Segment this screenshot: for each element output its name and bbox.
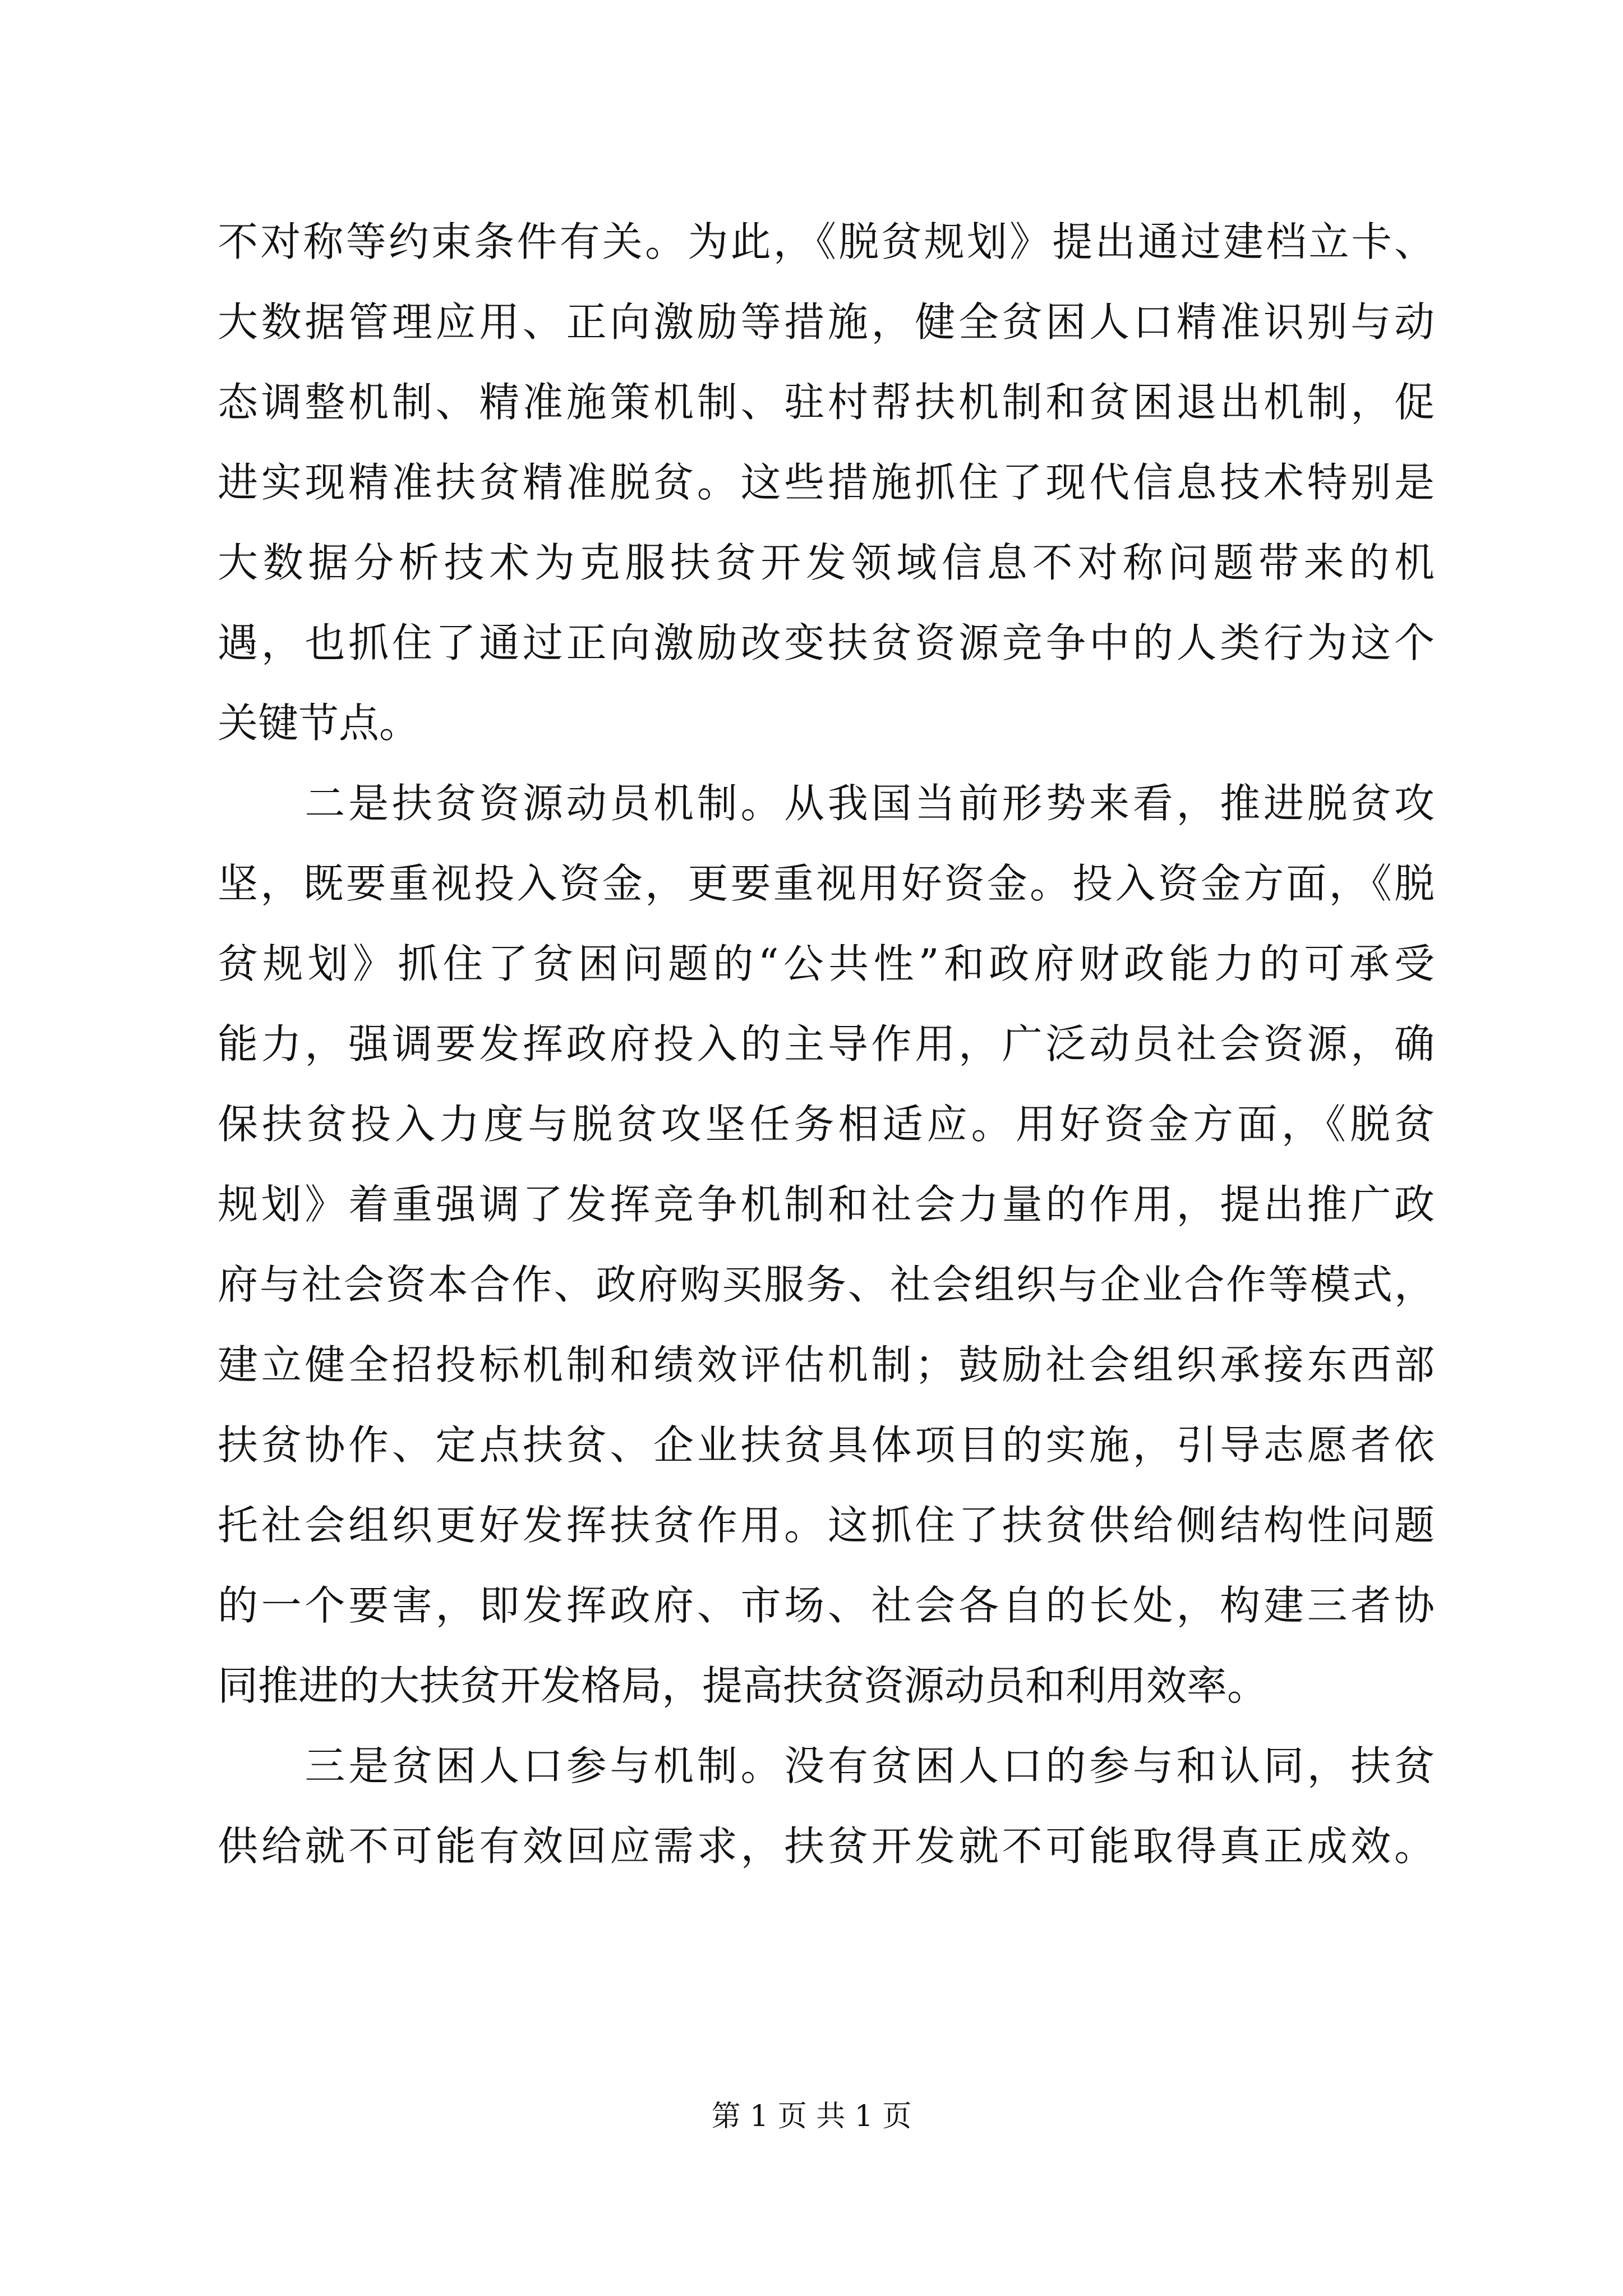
text-line: 的一个要害，即发挥政府、市场、社会各自的长处，构建三者协 — [218, 1582, 1435, 1629]
text-line: 建立健全招投标机制和绩效评估机制；鼓励社会组织承接东西部 — [218, 1341, 1435, 1388]
text-line: 保扶贫投入力度与脱贫攻坚任务相适应。用好资金方面，《脱贫 — [218, 1101, 1435, 1148]
text-line: 坚，既要重视投入资金，更要重视用好资金。投入资金方面，《脱 — [218, 860, 1435, 907]
text-line: 贫规划》抓住了贫困问题的“公共性”和政府财政能力的可承受 — [218, 940, 1435, 987]
text-line: 关键节点。 — [218, 700, 420, 747]
text-line: 同推进的大扶贫开发格局，提高扶贫资源动员和利用效率。 — [218, 1662, 1268, 1709]
text-line: 态调整机制、精准施策机制、驻村帮扶机制和贫困退出机制，促 — [218, 379, 1435, 426]
text-line: 托社会组织更好发挥扶贫作用。这抓住了扶贫供给侧结构性问题 — [218, 1502, 1435, 1549]
text-line: 府与社会资本合作、政府购买服务、社会组织与企业合作等模式， — [218, 1261, 1435, 1308]
text-line: 三是贫困人口参与机制。没有贫困人口的参与和认同，扶贫 — [218, 1742, 1435, 1789]
text-line: 能力，强调要发挥政府投入的主导作用，广泛动员社会资源，确 — [218, 1020, 1435, 1068]
text-line: 进实现精准扶贫精准脱贫。这些措施抓住了现代信息技术特别是 — [218, 459, 1435, 506]
text-line: 扶贫协作、定点扶贫、企业扶贫具体项目的实施，引导志愿者依 — [218, 1421, 1435, 1469]
page-footer: 第 1 页 共 1 页 — [711, 2100, 912, 2133]
text-line: 遇，也抓住了通过正向激励改变扶贫资源竞争中的人类行为这个 — [218, 619, 1435, 666]
text-line: 大数据分析技术为克服扶贫开发领域信息不对称问题带来的机 — [218, 539, 1435, 586]
text-line: 大数据管理应用、正向激励等措施，健全贫困人口精准识别与动 — [218, 298, 1435, 346]
text-line: 供给就不可能有效回应需求，扶贫开发就不可能取得真正成效。 — [218, 1823, 1435, 1870]
body-text — [218, 202, 1435, 1887]
text-line: 不对称等约束条件有关。为此，《脱贫规划》提出通过建档立卡、 — [218, 218, 1435, 265]
text-line: 规划》着重强调了发挥竞争机制和社会力量的作用，提出推广政 — [218, 1181, 1435, 1228]
text-line: 二是扶贫资源动员机制。从我国当前形势来看，推进脱贫攻 — [218, 780, 1435, 827]
